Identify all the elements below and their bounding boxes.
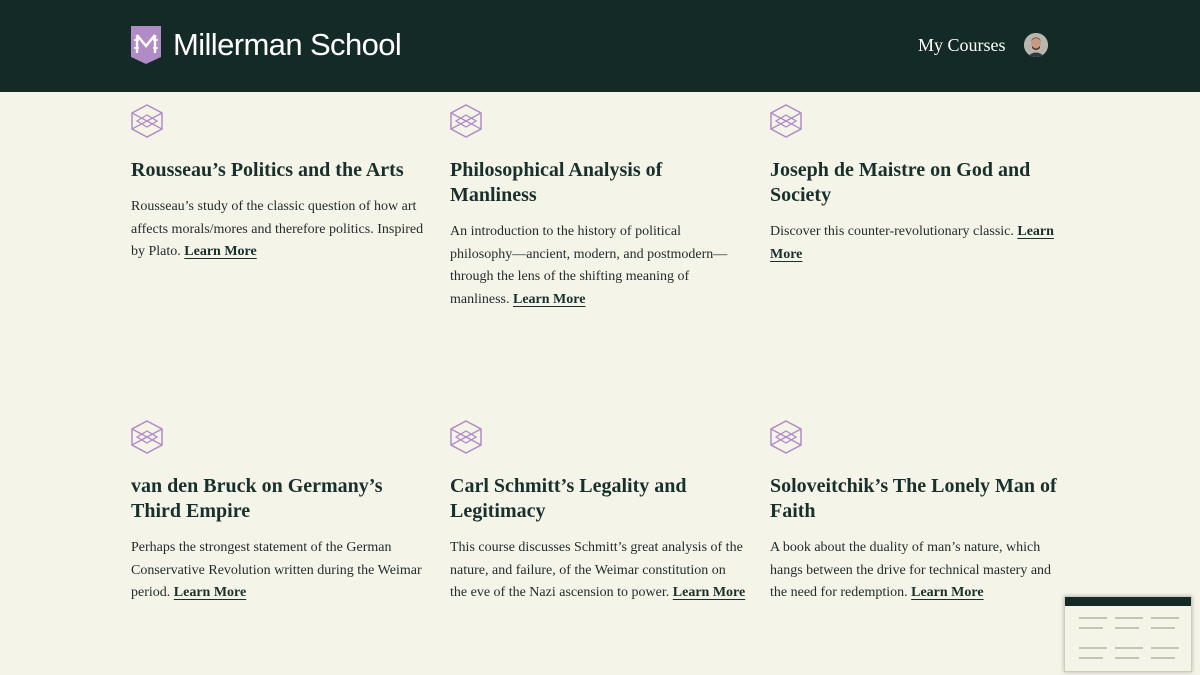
learn-more-link[interactable]: Learn More [184,244,257,259]
course-title: Joseph de Maistre on God and Society [770,159,1031,206]
learn-more-link[interactable]: Learn More [173,585,247,600]
site-header [0,0,1200,92]
learn-more-link[interactable]: Learn More [770,224,1054,262]
learn-more-link[interactable]: Learn More [672,585,746,600]
course-title: van den Bruck on Germany’s Third Empire [131,475,383,522]
course-emblem-icon [131,420,163,454]
page-preview-thumbnail[interactable] [1064,596,1192,672]
course-emblem-icon [770,104,802,138]
course-description-text: Rousseau’s study of the classic question of how art affects morals/mores and therefore politics. Inspired by Plato. [131,199,424,259]
course-description-text: Perhaps the strongest statement of the German Conservative Revolution written during the Weimar period. [131,540,422,600]
course-title: Soloveitchik’s The Lonely Man of Faith [770,475,1057,522]
user-avatar[interactable] [1024,33,1048,57]
course-description-text: An introduction to the history of political philosophy—ancient, modern, and postmodern—through the lens of the shifting meaning of manliness. [450,224,728,307]
learn-more-link[interactable]: Learn More [911,585,984,600]
course-description [770,537,1066,605]
course-title: Philosophical Analysis of Manliness [450,159,663,206]
my-courses-link[interactable]: My Courses [918,35,1006,55]
thumbnail-line [1151,617,1179,619]
thumbnail-line [1079,617,1107,619]
thumbnail-line [1115,647,1143,649]
thumbnail-line [1151,627,1175,629]
course-card [770,420,1066,605]
thumbnail-line [1115,617,1143,619]
course-card [450,104,746,311]
brand-logo[interactable] [131,26,401,64]
course-description-text: Discover this counter-revolutionary classic. [770,224,1014,239]
course-description [131,196,427,264]
thumbnail-line [1151,647,1179,649]
thumbnail-header [1065,597,1191,606]
avatar-photo-icon [1024,33,1048,57]
thumbnail-line [1079,657,1103,659]
course-description [450,221,746,311]
course-card [131,104,427,264]
thumbnail-line [1079,627,1103,629]
course-emblem-icon [770,420,802,454]
course-emblem-icon [131,104,163,138]
course-title: Rousseau’s Politics and the Arts [131,159,404,181]
thumbnail-line [1115,657,1139,659]
course-description [131,537,427,605]
course-title: Carl Schmitt’s Legality and Legitimacy [450,475,687,522]
thumbnail-line [1151,657,1175,659]
course-description-text: A book about the duality of man’s nature, which hangs between the drive for technical mastery and the need for redemption. [770,540,1052,600]
course-card [131,420,427,605]
course-card [450,420,746,605]
course-card [770,104,1066,266]
learn-more-link[interactable]: Learn More [513,291,586,307]
course-emblem-icon [450,104,482,138]
brand-name: Millerman School [173,27,402,62]
thumbnail-line [1115,627,1139,629]
course-description-text: This course discusses Schmitt’s great analysis of the nature, and failure, of the Weimar constitution on the eve of the Nazi ascension to power. [450,540,743,600]
millerman-logo-icon [131,26,161,64]
thumbnail-line [1079,647,1107,649]
course-description [450,537,746,605]
course-emblem-icon [450,420,482,454]
course-description [770,221,1066,266]
